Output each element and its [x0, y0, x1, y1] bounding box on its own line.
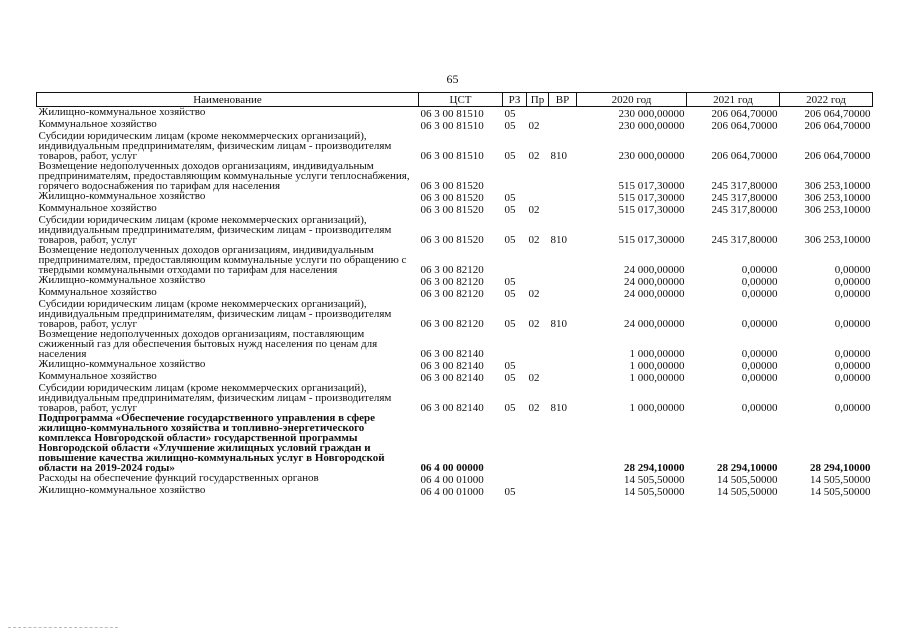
- table-row: [37, 359, 873, 371]
- table-row: [37, 161, 873, 191]
- cell-pr: [527, 191, 549, 203]
- cell-cst: 06 3 00 82120: [420, 264, 484, 276]
- cell-2022: 14 505,50000: [810, 486, 871, 498]
- cell-cst: 06 3 00 81510: [420, 108, 484, 120]
- cell-2020: 28 294,10000: [624, 462, 685, 474]
- cell-vr: [549, 371, 577, 383]
- cell-2020: 24 000,00000: [624, 318, 685, 330]
- cell-name: Субсидии юридическим лицам (кроме некоммерческих организаций), индивидуальным предпринимателям, физическим лицам - производителям товаров, работ, услуг: [38, 214, 392, 246]
- cell-2020: 230 000,00000: [618, 120, 685, 132]
- cell-pr: 02: [528, 372, 540, 384]
- cell-2021: 245 317,80000: [711, 234, 778, 246]
- cell-pr: 02: [528, 150, 540, 162]
- cell-cst: 06 3 00 82140: [420, 360, 484, 372]
- page-number: 65: [446, 72, 459, 86]
- cell-pr: 02: [528, 204, 540, 216]
- cell-2020: 1 000,00000: [629, 372, 685, 384]
- cell-name: Возмещение недополученных доходов организациям, индивидуальным предпринимателям, предоставляющим коммунальные услуги теплоснабжения, горячего водоснабжения по тарифам для населения: [38, 160, 410, 192]
- table-header-row: [37, 93, 873, 107]
- cell-rz: 05: [504, 276, 516, 288]
- cell-name: Расходы на обеспечение функций государственных органов: [38, 472, 319, 484]
- cell-2022: 0,00000: [834, 402, 871, 414]
- cell-2020: 1 000,00000: [629, 348, 685, 360]
- cell-2022: 306 253,10000: [804, 192, 871, 204]
- table-row: [37, 485, 873, 497]
- header-vr: ВР: [549, 93, 577, 107]
- cell-pr: [527, 473, 549, 485]
- cell-2022: 0,00000: [834, 276, 871, 288]
- cell-2020: 515 017,30000: [618, 192, 685, 204]
- cell-cst: 06 3 00 81520: [420, 180, 484, 192]
- cell-cst: 06 4 00 00000: [420, 462, 484, 474]
- cell-pr: 02: [528, 288, 540, 300]
- cell-2021: 0,00000: [741, 288, 778, 300]
- cell-name: Жилищно-коммунальное хозяйство: [38, 190, 206, 202]
- header-rz: РЗ: [503, 93, 527, 107]
- cell-rz: 05: [504, 192, 516, 204]
- cell-rz: 05: [504, 486, 516, 498]
- cell-2020: 230 000,00000: [618, 150, 685, 162]
- cell-rz: 05: [504, 120, 516, 132]
- cell-pr: [527, 413, 549, 473]
- cell-pr: [527, 359, 549, 371]
- cell-2022: 306 253,10000: [804, 234, 871, 246]
- cell-vr: [549, 161, 577, 191]
- cell-name: Жилищно-коммунальное хозяйство: [38, 106, 206, 118]
- cell-vr: [549, 485, 577, 497]
- cell-vr: 810: [550, 150, 567, 162]
- cell-2022: 306 253,10000: [804, 204, 871, 216]
- cell-rz: [503, 161, 527, 191]
- cell-2022: 206 064,70000: [804, 108, 871, 120]
- cell-rz: 05: [504, 318, 516, 330]
- cell-cst: 06 3 00 82140: [420, 348, 484, 360]
- cell-2021: 0,00000: [741, 372, 778, 384]
- cell-rz: [503, 329, 527, 359]
- cell-2021: 0,00000: [741, 360, 778, 372]
- cell-cst: 06 3 00 81510: [420, 120, 484, 132]
- cell-name: Коммунальное хозяйство: [38, 370, 157, 382]
- cell-pr: 02: [528, 234, 540, 246]
- cell-pr: [527, 107, 549, 120]
- cell-rz: 05: [504, 360, 516, 372]
- cell-2021: 0,00000: [741, 402, 778, 414]
- cell-cst: 06 3 00 81520: [420, 204, 484, 216]
- cell-rz: 05: [504, 288, 516, 300]
- cell-2020: 24 000,00000: [624, 264, 685, 276]
- cell-2022: 206 064,70000: [804, 150, 871, 162]
- cell-2021: 245 317,80000: [711, 192, 778, 204]
- cell-2021: 206 064,70000: [711, 108, 778, 120]
- cell-pr: [527, 245, 549, 275]
- cell-cst: 06 3 00 81510: [420, 150, 484, 162]
- cell-2021: 28 294,10000: [717, 462, 778, 474]
- header-name: Наименование: [37, 93, 419, 107]
- cell-rz: [503, 473, 527, 485]
- cell-2022: 206 064,70000: [804, 120, 871, 132]
- cell-vr: [549, 413, 577, 473]
- cell-2020: 1 000,00000: [629, 402, 685, 414]
- cell-name: Жилищно-коммунальное хозяйство: [38, 358, 206, 370]
- cell-2021: 0,00000: [741, 276, 778, 288]
- cell-vr: [549, 473, 577, 485]
- cell-name: Возмещение недополученных доходов организациям, индивидуальным предпринимателям, предоставляющим коммунальные услуги по обращению с твердыми коммунальными отходами по тарифам для населения: [38, 244, 407, 276]
- cell-vr: [549, 359, 577, 371]
- cell-2020: 24 000,00000: [624, 288, 685, 300]
- cell-cst: 06 4 00 01000: [420, 474, 484, 486]
- cell-2020: 1 000,00000: [629, 360, 685, 372]
- cell-2021: 14 505,50000: [717, 486, 778, 498]
- cell-2020: 515 017,30000: [618, 180, 685, 192]
- table-row: [37, 191, 873, 203]
- cell-vr: [549, 245, 577, 275]
- cell-name: Жилищно-коммунальное хозяйство: [38, 274, 206, 286]
- cell-2020: 14 505,50000: [624, 486, 685, 498]
- budget-table: [36, 92, 873, 497]
- cell-cst: 06 3 00 82120: [420, 288, 484, 300]
- cell-cst: 06 3 00 81520: [420, 234, 484, 246]
- cell-name: Субсидии юридическим лицам (кроме некоммерческих организаций), индивидуальным предпринимателям, физическим лицам - производителям товаров, работ, услуг: [38, 382, 392, 414]
- cell-pr: [527, 485, 549, 497]
- cell-name: Коммунальное хозяйство: [38, 118, 157, 130]
- cell-vr: [549, 107, 577, 120]
- cell-2022: 14 505,50000: [810, 474, 871, 486]
- cell-pr: 02: [528, 402, 540, 414]
- header-cst: ЦСТ: [419, 93, 503, 107]
- cell-2022: 0,00000: [834, 288, 871, 300]
- cell-name: Субсидии юридическим лицам (кроме некоммерческих организаций), индивидуальным предпринимателям, физическим лицам - производителям товаров, работ, услуг: [38, 298, 392, 330]
- cell-2022: 0,00000: [834, 264, 871, 276]
- cell-2022: 0,00000: [834, 318, 871, 330]
- cell-cst: 06 3 00 82140: [420, 402, 484, 414]
- cell-2021: 245 317,80000: [711, 180, 778, 192]
- cell-rz: [503, 245, 527, 275]
- cell-rz: 05: [504, 108, 516, 120]
- cell-rz: 05: [504, 234, 516, 246]
- cell-2020: 515 017,30000: [618, 234, 685, 246]
- cell-pr: 02: [528, 120, 540, 132]
- cell-pr: [527, 161, 549, 191]
- cell-2022: 0,00000: [834, 348, 871, 360]
- cell-cst: 06 4 00 01000: [420, 486, 484, 498]
- cell-rz: 05: [504, 372, 516, 384]
- table-row: [37, 107, 873, 120]
- cell-vr: [549, 275, 577, 287]
- cell-2021: 14 505,50000: [717, 474, 778, 486]
- cell-2020: 14 505,50000: [624, 474, 685, 486]
- cell-cst: 06 3 00 82140: [420, 372, 484, 384]
- cell-cst: 06 3 00 82120: [420, 276, 484, 288]
- cell-2021: 0,00000: [741, 318, 778, 330]
- cell-2022: 28 294,10000: [810, 462, 871, 474]
- cell-2021: 245 317,80000: [711, 204, 778, 216]
- table-row: [37, 329, 873, 359]
- cell-2021: 0,00000: [741, 348, 778, 360]
- cell-name: Жилищно-коммунальное хозяйство: [38, 484, 206, 496]
- header-2020: 2020 год: [577, 93, 687, 107]
- cell-name: Возмещение недополученных доходов организациям, поставляющим сжиженный газ для обеспечения бытовых нужд населения по ценам для населения: [38, 328, 378, 360]
- cell-2020: 515 017,30000: [618, 204, 685, 216]
- cell-rz: [503, 413, 527, 473]
- cell-2022: 306 253,10000: [804, 180, 871, 192]
- cell-vr: 810: [550, 318, 567, 330]
- header-pr: Пр: [527, 93, 549, 107]
- cell-rz: 05: [504, 402, 516, 414]
- cell-2020: 230 000,00000: [618, 108, 685, 120]
- header-2022: 2022 год: [780, 93, 873, 107]
- cell-2022: 0,00000: [834, 360, 871, 372]
- header-2021: 2021 год: [687, 93, 780, 107]
- table-row: [37, 299, 873, 329]
- cell-cst: 06 3 00 81520: [420, 192, 484, 204]
- table-row: [37, 215, 873, 245]
- table-row: [37, 275, 873, 287]
- cell-2022: 0,00000: [834, 372, 871, 384]
- table-row: [37, 245, 873, 275]
- cell-rz: 05: [504, 204, 516, 216]
- cell-vr: [549, 191, 577, 203]
- cell-2021: 0,00000: [741, 264, 778, 276]
- cell-name: Коммунальное хозяйство: [38, 202, 157, 214]
- cell-2021: 206 064,70000: [711, 150, 778, 162]
- cell-vr: [549, 119, 577, 131]
- cell-vr: 810: [550, 402, 567, 414]
- cell-vr: [549, 329, 577, 359]
- cell-rz: 05: [504, 150, 516, 162]
- cell-name: Субсидии юридическим лицам (кроме некоммерческих организаций), индивидуальным предпринимателям, физическим лицам - производителям товаров, работ, услуг: [38, 130, 392, 162]
- cell-name: Подпрограмма «Обеспечение государственного управления в сфере жилищно-коммунального хозяйства и топливно-энергетического комплекса Новгородской области» государственной программы Новгородской области «Улучшение жилищных условий граждан и повышение качества жилищно-коммунальных услуг в Новгородской области на 2019-2024 годы»: [38, 412, 385, 474]
- cell-name: Коммунальное хозяйство: [38, 286, 157, 298]
- cell-pr: [527, 329, 549, 359]
- cell-vr: [549, 287, 577, 299]
- cell-vr: [549, 203, 577, 215]
- cell-pr: 02: [528, 318, 540, 330]
- scan-mark: [8, 627, 118, 629]
- cell-2021: 206 064,70000: [711, 120, 778, 132]
- table-row: [37, 131, 873, 161]
- table-row: [37, 413, 873, 473]
- cell-vr: 810: [550, 234, 567, 246]
- cell-cst: 06 3 00 82120: [420, 318, 484, 330]
- cell-pr: [527, 275, 549, 287]
- table-row: [37, 383, 873, 413]
- cell-2020: 24 000,00000: [624, 276, 685, 288]
